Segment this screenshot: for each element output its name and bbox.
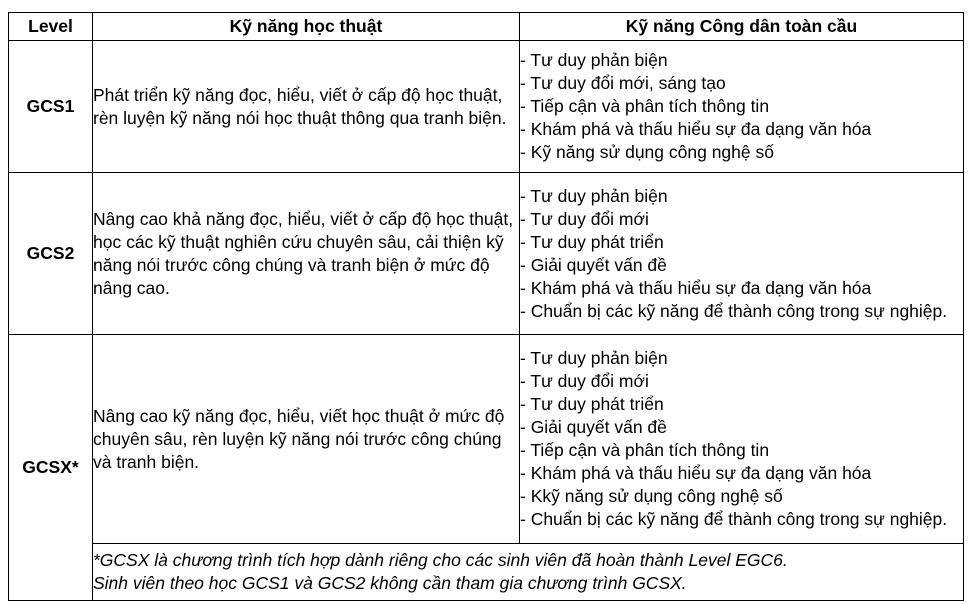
skill-item: - Tư duy phản biện (520, 50, 668, 70)
skill-item: - Tư duy phản biện (520, 348, 668, 368)
skill-item: - Khám phá và thấu hiểu sự đa dạng văn hóa (520, 119, 872, 139)
table-row-gcsx (9, 335, 964, 544)
header-global-citizen-skills: Kỹ năng Công dân toàn cầu (520, 13, 964, 41)
footnote-line: Sinh viên theo học GCS1 và GCS2 không cần tham gia chương trình GCSX. (93, 573, 687, 593)
header-level: Level (9, 13, 93, 41)
academic-skills-cell: Nâng cao kỹ năng đọc, hiểu, viết học thuật ở mức độ chuyên sâu, rèn luyện kỹ năng nói trước công chúng và tranh biện. (93, 335, 520, 544)
table-row-gcs1 (9, 41, 964, 173)
global-skills-cell (520, 173, 964, 335)
skills-list (520, 347, 963, 531)
header-row (9, 13, 964, 41)
skill-item: - Tư duy phản biện (520, 185, 668, 206)
skill-item: - Tư duy phát triển (520, 231, 664, 252)
skill-item: - Khám phá và thấu hiểu sự đa dạng văn hóa (520, 277, 872, 298)
level-cell: GCS1 (9, 41, 93, 173)
footnote (93, 544, 964, 601)
skill-item: - Tiếp cận và phân tích thông tin (520, 440, 770, 460)
academic-skills-cell: Phát triển kỹ năng đọc, hiểu, viết ở cấp độ học thuật, rèn luyện kỹ năng nói học thuật thông qua tranh biện. (93, 41, 520, 173)
skill-item: - Tiếp cận và phân tích thông tin (520, 96, 770, 116)
academic-skills-cell: Nâng cao khả năng đọc, hiểu, viết ở cấp độ học thuật, học các kỹ thuật nghiên cứu chuyên sâu, cải thiện kỹ năng nói trước công chúng và tranh biện ở mức độ nâng cao. (93, 173, 520, 335)
skill-item: - Kkỹ năng sử dụng công nghệ số (520, 486, 783, 506)
note-row (9, 544, 964, 601)
skill-item: - Tư duy đổi mới (520, 208, 649, 229)
skill-item: - Chuẩn bị các kỹ năng để thành công trong sự nghiệp. (520, 509, 948, 529)
skills-list (520, 49, 963, 164)
skill-item: - Giải quyết vấn đề (520, 254, 667, 275)
skill-item: - Tư duy đổi mới (520, 371, 649, 391)
skill-item: - Giải quyết vấn đề (520, 417, 667, 437)
skill-item: - Chuẩn bị các kỹ năng để thành công trong sự nghiệp. (520, 300, 948, 321)
skill-item: - Tư duy đổi mới, sáng tạo (520, 73, 726, 93)
global-skills-cell (520, 335, 964, 544)
table-row-gcs2 (9, 173, 964, 335)
skill-item: - Khám phá và thấu hiểu sự đa dạng văn hóa (520, 463, 872, 483)
skills-list (520, 185, 963, 323)
global-skills-cell (520, 41, 964, 173)
level-cell: GCS2 (9, 173, 93, 335)
footnote-line: *GCSX là chương trình tích hợp dành riêng cho các sinh viên đã hoàn thành Level EGC6. (93, 550, 788, 570)
curriculum-table (8, 12, 964, 601)
skill-item: - Kỹ năng sử dụng công nghệ số (520, 142, 774, 162)
skill-item: - Tư duy phát triển (520, 394, 664, 414)
level-cell: GCSX* (9, 335, 93, 601)
header-academic-skills: Kỹ năng học thuật (93, 13, 520, 41)
